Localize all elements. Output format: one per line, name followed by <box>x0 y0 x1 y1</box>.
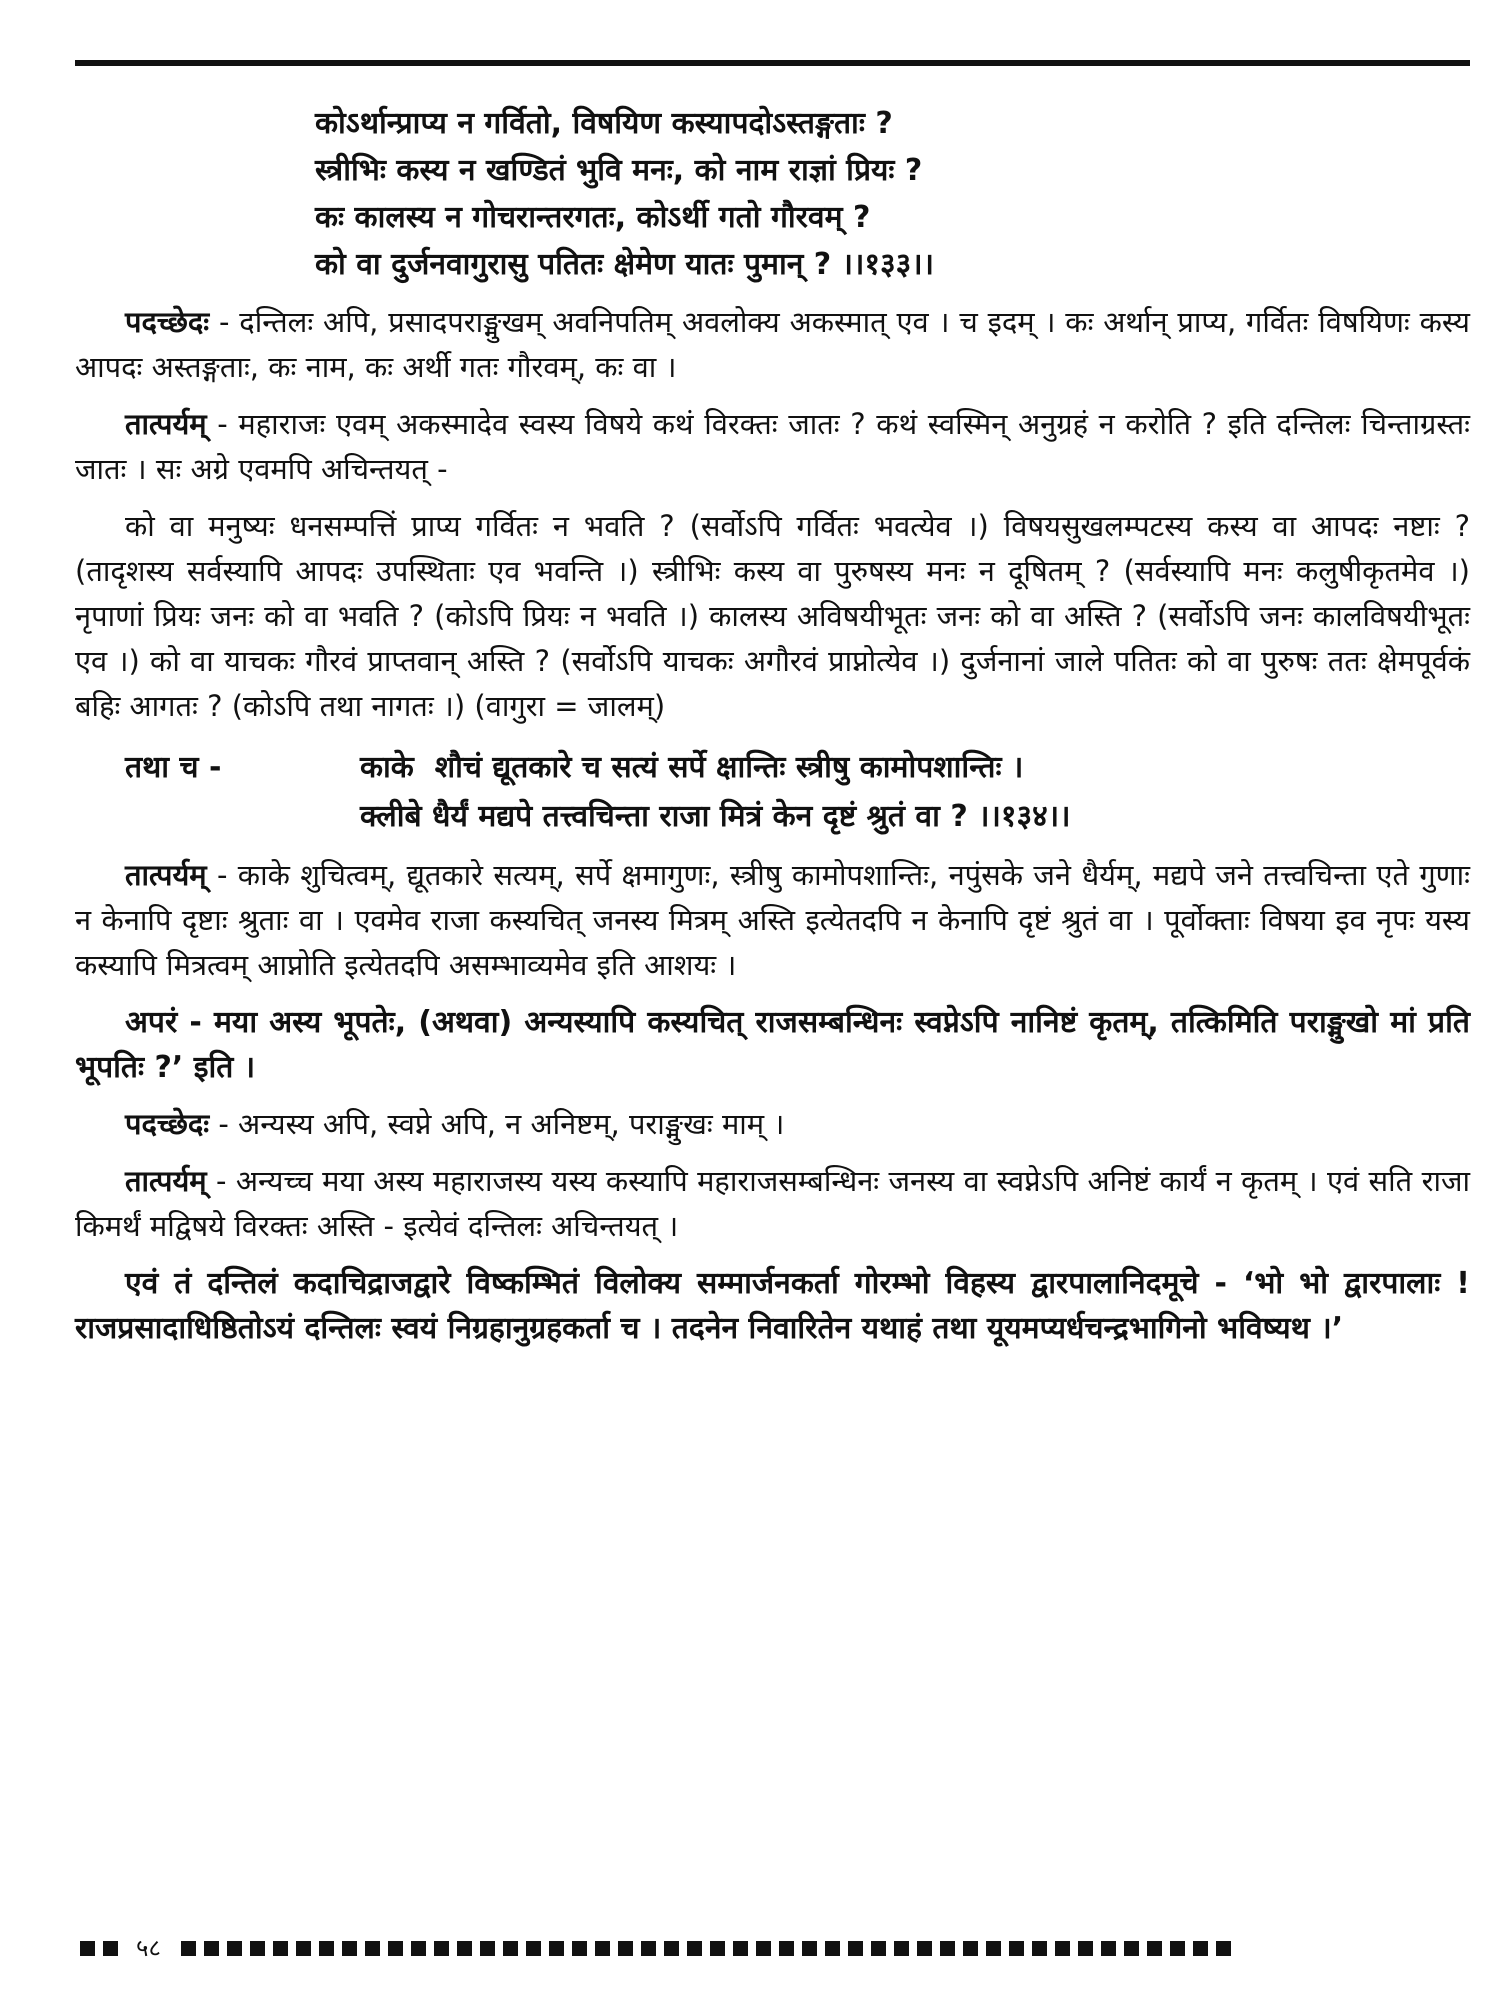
footer-square-icon <box>103 1941 118 1956</box>
padacheda-label: पदच्छेदः <box>125 305 210 339</box>
footer-square-icon <box>940 1941 955 1956</box>
footer-square-icon <box>411 1941 426 1956</box>
footer-square-icon <box>963 1941 978 1956</box>
tatparya-paragraph-1 <box>75 402 1470 492</box>
footer-square-icon <box>756 1941 771 1956</box>
page-footer <box>80 1936 1470 1960</box>
footer-square-icon <box>342 1941 357 1956</box>
footer-square-icon <box>986 1941 1001 1956</box>
footer-square-icon <box>250 1941 265 1956</box>
footer-square-icon <box>273 1941 288 1956</box>
footer-square-icon <box>1032 1941 1047 1956</box>
aparam-paragraph: अपरं - मया अस्य भूपतेः, (अथवा) अन्यस्यापि कस्यचित् राजसम्बन्धिनः स्वप्नेऽपि नानिष्टं कृतम्, तत्किमिति पराङ्मुखो मां प्रति भूपतिः ?’ इति । <box>75 1005 1470 1085</box>
footer-square-icon <box>802 1941 817 1956</box>
footer-square-icon <box>204 1941 219 1956</box>
verse-134 <box>75 743 1470 841</box>
footer-square-icon <box>1101 1941 1116 1956</box>
verse-line: स्त्रीभिः कस्य न खण्डितं भुवि मनः, को नाम राज्ञां प्रियः ? <box>315 153 923 188</box>
footer-square-icon <box>894 1941 909 1956</box>
padacheda-paragraph-1 <box>75 300 1470 390</box>
tatparya-paragraph-2 <box>75 853 1470 988</box>
footer-square-icon <box>871 1941 886 1956</box>
footer-square-icon <box>503 1941 518 1956</box>
footer-square-icon <box>1170 1941 1185 1956</box>
footer-square-icon <box>710 1941 725 1956</box>
tatparya-label: तात्पर्यम् <box>125 1164 207 1198</box>
explanation-paragraph: को वा मनुष्यः धनसम्पत्तिं प्राप्य गर्वितः न भवति ? (सर्वोऽपि गर्वितः भवत्येव ।) विषयसुखलम्पटस्य कस्य वा आपदः नष्टाः ? (तादृशस्य सर्वस्यापि आपदः उपस्थिताः एव भवन्ति ।) स्त्रीभिः कस्य वा पुरुषस्य मनः न दूषितम् ? (सर्वस्यापि मनः कलुषीकृतमेव ।) नृपाणां प्रियः जनः को वा भवति ? (कोऽपि प्रियः न भवति ।) कालस्य अविषयीभूतः जनः को वा अस्ति ? (सर्वोऽपि जनः कालविषयीभूतः एव ।) को वा याचकः गौरवं प्राप्तवान् अस्ति ? (सर्वोऽपि याचकः अगौरवं प्राप्नोत्येव ।) दुर्जनानां जाले पतितः को वा पुरुषः ततः क्षेमपूर्वकं बहिः आगतः ? (कोऽपि तथा नागतः ।) (वागुरा = जालम्) <box>75 509 1470 723</box>
padacheda-paragraph-2 <box>75 1102 1470 1147</box>
tatparya-label: तात्पर्यम् <box>125 858 207 892</box>
padacheda-label: पदच्छेदः <box>125 1107 210 1141</box>
footer-square-icon <box>388 1941 403 1956</box>
verse-134-lines <box>360 743 1470 841</box>
footer-square-icon <box>1009 1941 1024 1956</box>
verse-133 <box>315 100 1470 288</box>
footer-square-icon <box>457 1941 472 1956</box>
footer-square-icon <box>296 1941 311 1956</box>
tatparya-label: तात्पर्यम् <box>125 407 207 441</box>
footer-square-icon <box>80 1941 95 1956</box>
footer-square-icon <box>549 1941 564 1956</box>
tatparya-text: - काके शुचित्वम्, द्यूतकारे सत्यम्, सर्पे क्षमागुणः, स्त्रीषु कामोपशान्तिः, नपुंसके जने धैर्यम्, मद्यपे जने तत्त्वचिन्ता एते गुणाः न केनापि दृष्टाः श्रुताः वा । एवमेव राजा कस्यचित् जनस्य मित्रम् अस्ति इत्येतदपि न केनापि दृष्टं श्रुतं वा । पूर्वोक्ताः विषया इव नृपः यस्य कस्यापि मित्रत्वम् आप्नोति इत्येतदपि असम्भाव्यमेव इति आशयः । <box>75 858 1470 982</box>
footer-square-icon <box>595 1941 610 1956</box>
footer-square-icon <box>1216 1941 1231 1956</box>
footer-square-icon <box>848 1941 863 1956</box>
footer-square-icon <box>1147 1941 1162 1956</box>
footer-square-icon <box>618 1941 633 1956</box>
verse-line: काके शौचं द्यूतकारे च सत्यं सर्पे क्षान्तिः स्त्रीषु कामोपशान्तिः । <box>360 750 1024 785</box>
padacheda-text: - दन्तिलः अपि, प्रसादपराङ्मुखम् अवनिपतिम् अवलोक्य अकस्मात् एव । च इदम् । कः अर्थान् प्राप्य, गर्वितः विषयिणः कस्य आपदः अस्तङ्गताः, कः नाम, कः अर्थी गतः गौरवम्, कः वा । <box>75 305 1470 384</box>
tatha-cha-label: तथा च - <box>125 750 222 785</box>
page-content <box>75 100 1470 1351</box>
page-number: ५८ <box>136 1934 161 1962</box>
verse-line: कोऽर्थान्प्राप्य न गर्वितो, विषयिण कस्यापदोऽस्तङ्गताः ? <box>315 106 893 141</box>
padacheda-text: - अन्यस्य अपि, स्वप्ने अपि, न अनिष्टम्, पराङ्मुखः माम् । <box>209 1107 785 1141</box>
footer-square-icon <box>917 1941 932 1956</box>
footer-square-icon <box>779 1941 794 1956</box>
verse-line: को वा दुर्जनवागुरासु पतितः क्षेमेण यातः पुमान् ? ।।१३३।। <box>315 247 934 282</box>
footer-square-icon <box>480 1941 495 1956</box>
footer-square-icon <box>687 1941 702 1956</box>
footer-square-icon <box>227 1941 242 1956</box>
footer-square-icon <box>1078 1941 1093 1956</box>
verse-line: कः कालस्य न गोचरान्तरगतः, कोऽर्थी गतो गौरवम् ? <box>315 200 871 235</box>
footer-square-icon <box>825 1941 840 1956</box>
footer-square-icon <box>664 1941 679 1956</box>
tatparya-paragraph-3 <box>75 1159 1470 1249</box>
footer-square-icon <box>1193 1941 1208 1956</box>
footer-square-icon <box>365 1941 380 1956</box>
footer-square-icon <box>733 1941 748 1956</box>
footer-square-icon <box>572 1941 587 1956</box>
footer-square-icon <box>319 1941 334 1956</box>
footer-square-icon <box>181 1941 196 1956</box>
verse-line: क्लीबे धैर्यं मद्यपे तत्त्वचिन्ता राजा मित्रं केन दृष्टं श्रुतं वा ? ।।१३४।। <box>360 799 1071 834</box>
tatparya-text: - महाराजः एवम् अकस्मादेव स्वस्य विषये कथं विरक्तः जातः ? कथं स्वस्मिन् अनुग्रहं न करोति ? इति दन्तिलः चिन्ताग्रस्तः जातः । सः अग्रे एवमपि अचिन्तयत् - <box>75 407 1470 486</box>
footer-square-run <box>181 1941 1470 1956</box>
tatparya-text: - अन्यच्च मया अस्य महाराजस्य यस्य कस्यापि महाराजसम्बन्धिनः जनस्य वा स्वप्नेऽपि अनिष्टं कार्यं न कृतम् । एवं सति राजा किमर्थं मद्विषये विरक्तः अस्ति - इत्येवं दन्तिलः अचिन्तयत् । <box>75 1164 1470 1243</box>
narrative-paragraph: एवं तं दन्तिलं कदाचिद्राजद्वारे विष्कम्भितं विलोक्य सम्मार्जनकर्ता गोरम्भो विहस्य द्वारपालानिदमूचे - ‘भो भो द्वारपालाः ! राजप्रसादाधिष्ठितोऽयं दन्तिलः स्वयं निग्रहानुग्रहकर्ता च । तदनेन निवारितेन यथाहं तथा यूयमप्यर्धचन्द्रभागिनो भविष्यथ ।’ <box>75 1266 1470 1346</box>
footer-square-icon <box>526 1941 541 1956</box>
top-rule <box>75 60 1470 66</box>
footer-square-icon <box>434 1941 449 1956</box>
footer-square-icon <box>641 1941 656 1956</box>
footer-square-icon <box>1055 1941 1070 1956</box>
footer-square-icon <box>1124 1941 1139 1956</box>
